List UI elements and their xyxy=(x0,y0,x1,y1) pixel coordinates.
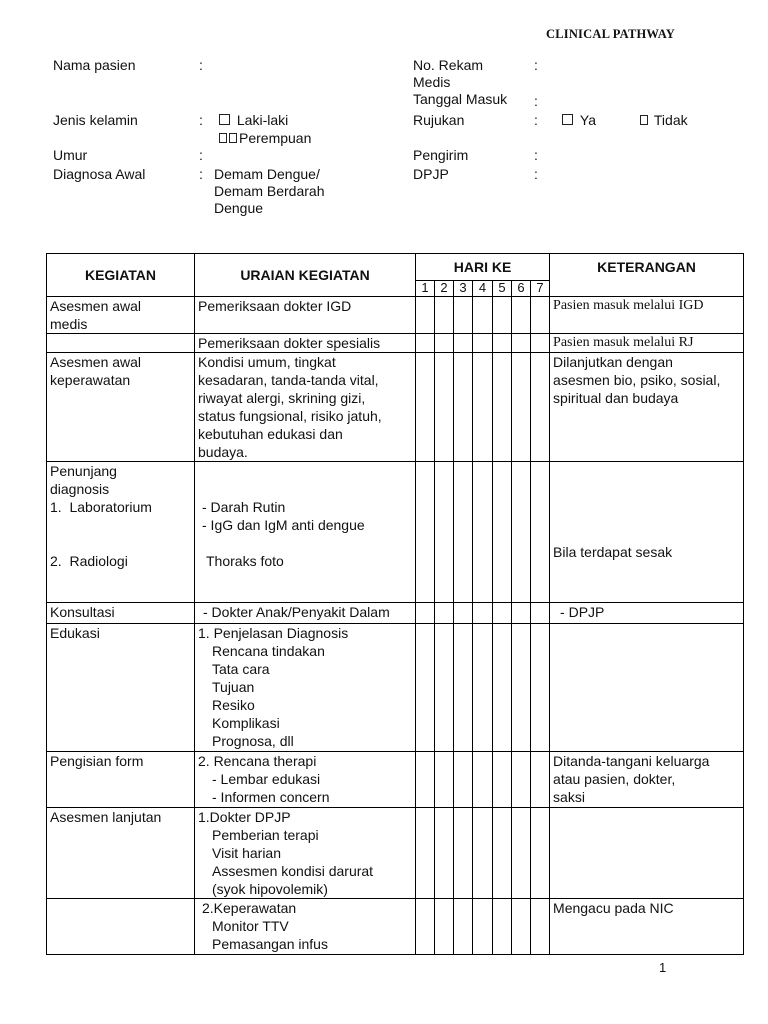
checkbox-icon xyxy=(229,133,237,143)
day-cell[interactable] xyxy=(435,353,454,462)
laki-laki-checkbox[interactable] xyxy=(219,114,230,125)
umur-label: Umur xyxy=(53,147,88,163)
day-cell[interactable] xyxy=(416,899,435,955)
tanggal-masuk-label: Tanggal Masuk xyxy=(413,91,508,107)
day-cell[interactable] xyxy=(454,624,473,752)
day-cell[interactable] xyxy=(416,752,435,808)
keterangan-cell xyxy=(550,624,744,752)
day-cell[interactable] xyxy=(473,808,493,899)
diagnosa-awal-colon: : xyxy=(199,166,203,182)
day-cell[interactable] xyxy=(435,808,454,899)
uraian-cell: - Darah Rutin - IgG dan IgM anti dengue Thoraks foto xyxy=(195,462,416,603)
rujukan-label: Rujukan xyxy=(413,112,465,128)
day-cell[interactable] xyxy=(531,353,550,462)
uraian-cell: Pemeriksaan dokter spesialis xyxy=(195,334,416,353)
day-cell[interactable] xyxy=(454,353,473,462)
keterangan-cell: Bila terdapat sesak xyxy=(550,462,744,603)
day-cell[interactable] xyxy=(454,752,473,808)
kegiatan-cell xyxy=(47,334,195,353)
kegiatan-cell: Asesmen lanjutan xyxy=(47,808,195,899)
day-cell[interactable] xyxy=(493,752,512,808)
day-cell[interactable] xyxy=(531,297,550,334)
laki-laki-option[interactable]: Laki-laki xyxy=(219,112,288,129)
diagnosa-awal-label: Diagnosa Awal xyxy=(53,166,146,182)
day-cell[interactable] xyxy=(416,624,435,752)
day-cell[interactable] xyxy=(512,624,531,752)
day-cell[interactable] xyxy=(512,353,531,462)
day-cell[interactable] xyxy=(531,462,550,603)
day-cell[interactable] xyxy=(473,334,493,353)
day-cell[interactable] xyxy=(454,462,473,603)
day-cell[interactable] xyxy=(454,899,473,955)
day-cell[interactable] xyxy=(416,808,435,899)
keterangan-cell: Pasien masuk melalui IGD xyxy=(550,297,744,334)
day-cell[interactable] xyxy=(512,462,531,603)
day-cell[interactable] xyxy=(493,899,512,955)
header-uraian-kegiatan: URAIAN KEGIATAN xyxy=(195,254,416,297)
day-cell[interactable] xyxy=(493,353,512,462)
day-cell[interactable] xyxy=(435,752,454,808)
day-cell[interactable] xyxy=(454,603,473,624)
day-cell[interactable] xyxy=(531,899,550,955)
nama-pasien-colon: : xyxy=(199,57,203,73)
day-cell[interactable] xyxy=(493,808,512,899)
page-number: 1 xyxy=(659,960,667,975)
dpjp-colon: : xyxy=(534,166,538,182)
clinical-pathway-table xyxy=(46,253,744,955)
day-cell[interactable] xyxy=(435,462,454,603)
uraian-cell: 2.Keperawatan Monitor TTV Pemasangan infus xyxy=(195,899,416,955)
table-row xyxy=(47,808,744,899)
rujukan-ya-option[interactable]: Ya xyxy=(562,112,596,129)
keterangan-cell: Pasien masuk melalui RJ xyxy=(550,334,744,353)
day-cell[interactable] xyxy=(435,297,454,334)
day-cell[interactable] xyxy=(473,297,493,334)
day-number: 6 xyxy=(512,281,531,297)
day-cell[interactable] xyxy=(531,334,550,353)
day-cell[interactable] xyxy=(512,752,531,808)
jenis-kelamin-label: Jenis kelamin xyxy=(53,112,138,128)
day-cell[interactable] xyxy=(512,603,531,624)
table-row xyxy=(47,752,744,808)
day-cell[interactable] xyxy=(512,297,531,334)
rujukan-ya-checkbox[interactable] xyxy=(562,114,573,125)
kegiatan-cell: Penunjang diagnosis 1. Laboratorium 2. Radiologi xyxy=(47,462,195,603)
day-cell[interactable] xyxy=(473,603,493,624)
diagnosa-awal-value: Demam Dengue/ Demam Berdarah Dengue xyxy=(214,166,325,216)
table-row xyxy=(47,603,744,624)
day-cell[interactable] xyxy=(473,752,493,808)
keterangan-cell: Mengacu pada NIC xyxy=(550,899,744,955)
day-cell[interactable] xyxy=(473,462,493,603)
day-number: 1 xyxy=(416,281,435,297)
header-keterangan: KETERANGAN xyxy=(550,254,744,297)
perempuan-option[interactable]: Perempuan xyxy=(219,130,311,147)
day-cell[interactable] xyxy=(416,297,435,334)
kegiatan-cell: Asesmen awal keperawatan xyxy=(47,353,195,462)
umur-colon: : xyxy=(199,147,203,163)
day-cell[interactable] xyxy=(473,899,493,955)
header-kegiatan: KEGIATAN xyxy=(47,254,195,297)
day-cell[interactable] xyxy=(454,297,473,334)
day-cell[interactable] xyxy=(435,334,454,353)
kegiatan-cell: Pengisian form xyxy=(47,752,195,808)
table-row xyxy=(47,624,744,752)
rujukan-tidak-checkbox[interactable] xyxy=(640,115,648,125)
day-cell[interactable] xyxy=(531,752,550,808)
day-cell[interactable] xyxy=(512,334,531,353)
day-cell[interactable] xyxy=(416,462,435,603)
pengirim-label: Pengirim xyxy=(413,147,469,163)
day-cell[interactable] xyxy=(493,603,512,624)
day-cell[interactable] xyxy=(416,603,435,624)
uraian-cell: 1.Dokter DPJP Pemberian terapi Visit harian Assesmen kondisi darurat (syok hipovolemik) xyxy=(195,808,416,899)
uraian-cell: 2. Rencana therapi - Lembar edukasi - Informen concern xyxy=(195,752,416,808)
no-rekam-medis-label: No. Rekam Medis xyxy=(413,57,484,90)
uraian-cell: Kondisi umum, tingkat kesadaran, tanda-tanda vital, riwayat alergi, skrining gizi, status fungsional, risiko jatuh, kebutuhan edukasi dan budaya. xyxy=(195,353,416,462)
day-cell[interactable] xyxy=(493,624,512,752)
kegiatan-cell: Asesmen awal medis xyxy=(47,297,195,334)
day-cell[interactable] xyxy=(454,808,473,899)
table-row xyxy=(47,297,744,334)
kegiatan-cell xyxy=(47,899,195,955)
day-cell[interactable] xyxy=(531,624,550,752)
day-cell[interactable] xyxy=(473,624,493,752)
keterangan-cell: - DPJP xyxy=(550,603,744,624)
tanggal-masuk-colon: : xyxy=(534,93,538,109)
day-number: 3 xyxy=(454,281,473,297)
rujukan-tidak-option[interactable]: Tidak xyxy=(640,112,688,129)
day-cell[interactable] xyxy=(435,624,454,752)
day-cell[interactable] xyxy=(473,353,493,462)
table-row xyxy=(47,899,744,955)
kegiatan-cell: Edukasi xyxy=(47,624,195,752)
day-cell[interactable] xyxy=(531,603,550,624)
day-number: 2 xyxy=(435,281,454,297)
day-cell[interactable] xyxy=(435,899,454,955)
day-cell[interactable] xyxy=(454,334,473,353)
day-cell[interactable] xyxy=(435,603,454,624)
uraian-cell: Pemeriksaan dokter IGD xyxy=(195,297,416,334)
table-row xyxy=(47,462,744,603)
day-number: 4 xyxy=(473,281,493,297)
day-cell[interactable] xyxy=(493,297,512,334)
dpjp-label: DPJP xyxy=(413,166,449,182)
table-row xyxy=(47,334,744,353)
uraian-cell: - Dokter Anak/Penyakit Dalam xyxy=(195,603,416,624)
jenis-kelamin-colon: : xyxy=(199,112,203,128)
header-hari-ke: HARI KE xyxy=(416,254,550,281)
keterangan-cell: Ditanda-tangani keluarga atau pasien, dokter, saksi xyxy=(550,752,744,808)
day-number: 5 xyxy=(493,281,512,297)
no-rekam-medis-colon: : xyxy=(534,57,538,73)
nama-pasien-label: Nama pasien xyxy=(53,57,136,73)
kegiatan-cell: Konsultasi xyxy=(47,603,195,624)
table-row xyxy=(47,353,744,462)
document-title: CLINICAL PATHWAY xyxy=(546,27,676,41)
day-cell[interactable] xyxy=(531,808,550,899)
keterangan-cell xyxy=(550,808,744,899)
rujukan-colon: : xyxy=(534,112,538,128)
day-cell[interactable] xyxy=(512,899,531,955)
day-cell[interactable] xyxy=(512,808,531,899)
day-cell[interactable] xyxy=(416,353,435,462)
day-number: 7 xyxy=(531,281,550,297)
keterangan-cell: Dilanjutkan dengan asesmen bio, psiko, sosial, spiritual dan budaya xyxy=(550,353,744,462)
pengirim-colon: : xyxy=(534,147,538,163)
perempuan-checkbox[interactable] xyxy=(219,133,227,143)
day-cell[interactable] xyxy=(416,334,435,353)
uraian-cell: 1. Penjelasan Diagnosis Rencana tindakan Tata cara Tujuan Resiko Komplikasi Prognosa, dll xyxy=(195,624,416,752)
day-cell[interactable] xyxy=(493,334,512,353)
day-cell[interactable] xyxy=(493,462,512,603)
